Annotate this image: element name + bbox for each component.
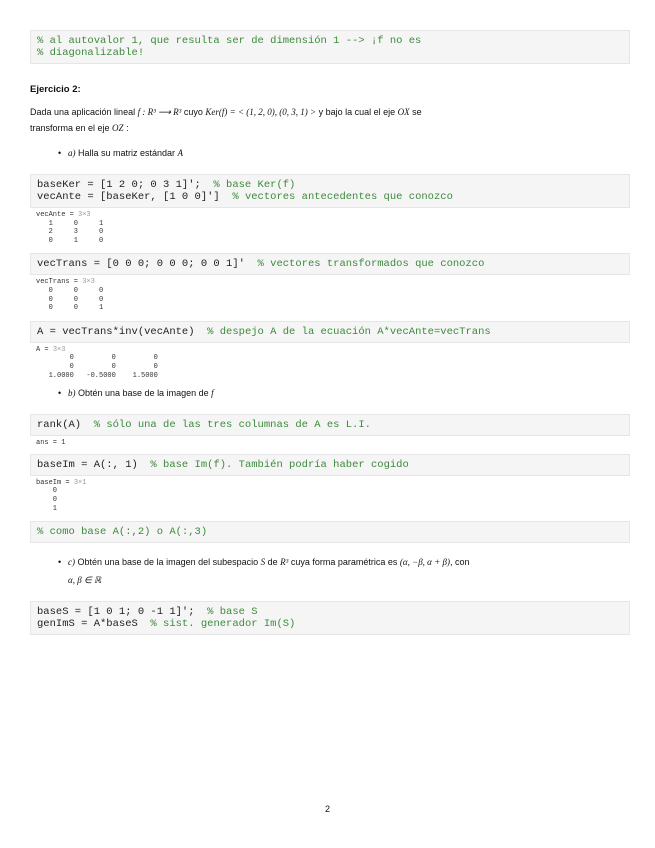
code-block-top xyxy=(30,30,630,64)
output-row: 0 0 0 xyxy=(36,354,158,363)
code-line: A = vecTrans*inv(vecAnte) xyxy=(37,325,195,338)
intro-text: transforma en el eje xyxy=(30,123,113,133)
bullet-text: Obtén una base de la imagen de xyxy=(75,388,212,399)
bullet-label: b) xyxy=(68,388,76,399)
code-line: vecAnte = [baseKer, [1 0 0]'] xyxy=(37,191,220,203)
bullet-text: , con xyxy=(449,557,470,568)
bullet-item-b xyxy=(58,386,630,400)
bullet-math: A xyxy=(177,148,184,158)
output-row: 1 xyxy=(36,504,58,513)
bullet-text: cuya forma paramétrica es xyxy=(288,557,400,568)
code-comment: % al autovalor 1, que resulta ser de dimensión 1 --> ¡f no es xyxy=(37,35,422,47)
output-row: 1.0000 -0.5000 1.5000 xyxy=(36,371,158,380)
output-dims: 3×3 xyxy=(78,211,91,219)
code-comment: % base Im(f). También podría haber cogido xyxy=(137,458,409,471)
intro-math: OX xyxy=(397,107,410,117)
output-label: A = xyxy=(36,345,53,354)
output-row: 0 0 1 xyxy=(36,304,104,313)
bullet-text: Halla su matriz estándar xyxy=(75,148,178,158)
code-comment: % sist. generador Im(S) xyxy=(137,618,296,631)
output-row: 2 3 0 xyxy=(36,228,104,237)
intro-text: : xyxy=(123,123,129,133)
code-block-2 xyxy=(30,253,630,275)
output-row: 0 0 0 xyxy=(36,286,104,295)
output-label: vecAnte = xyxy=(36,211,79,219)
code-block-1 xyxy=(30,174,630,208)
bullet-dot: • xyxy=(58,388,62,399)
bullet-item-a xyxy=(58,146,630,160)
output-row: 0 0 0 xyxy=(36,362,158,371)
code-line: baseIm = A(:, 1) xyxy=(37,458,138,471)
output-row: 0 0 0 xyxy=(36,295,104,304)
bullet-math: α, β ∈ ℝ xyxy=(68,575,102,586)
bullet-label: a) xyxy=(68,148,76,158)
code-comment: % base Ker(f) xyxy=(200,179,296,191)
intro-text: Dada una aplicación lineal xyxy=(30,107,138,117)
output-dims: 3×1 xyxy=(73,478,87,487)
code-block-7 xyxy=(30,601,630,635)
bullet-text: de xyxy=(265,557,281,568)
output-row: 0 1 0 xyxy=(36,236,104,245)
intro-text: cuyo xyxy=(181,107,206,117)
intro-math: Ker(f) = < (1, 2, 0), (0, 3, 1) > xyxy=(205,107,317,117)
bullet-dot: • xyxy=(58,557,62,568)
document-page xyxy=(30,30,630,635)
output-row: 1 0 1 xyxy=(36,219,104,228)
intro-text: se xyxy=(409,107,422,117)
code-comment: % sólo una de las tres columnas de A es L.I. xyxy=(81,419,371,432)
intro-math: f : R³ ⟶ R³ xyxy=(137,107,182,117)
code-block-5 xyxy=(30,454,630,476)
intro-math: OZ xyxy=(112,123,124,133)
section-heading: Ejercicio 2: xyxy=(30,84,81,95)
bullet-math: (α, −β, α + β) xyxy=(399,557,450,568)
bullet-math: S xyxy=(260,557,266,568)
output-row: 0 xyxy=(36,487,58,496)
output-baseim xyxy=(30,476,630,517)
output-dims: 3×3 xyxy=(82,278,95,287)
bullet-dot: • xyxy=(58,148,62,158)
output-row: 0 xyxy=(36,495,58,504)
code-block-4 xyxy=(30,414,630,436)
bullet-item-c xyxy=(58,553,630,589)
bullet-label: c) xyxy=(68,557,75,568)
code-comment: % como base A(:,2) o A(:,3) xyxy=(37,526,208,539)
code-comment: % vectores transformados que conozco xyxy=(244,258,485,271)
code-line: rank(A) xyxy=(37,419,82,432)
code-line: baseS = [1 0 1; 0 -1 1]'; xyxy=(37,606,195,619)
output-dims: 3×3 xyxy=(52,345,66,354)
output-label: vecTrans = xyxy=(36,278,83,287)
output-row: ans = 1 xyxy=(36,439,66,448)
output-label: baseIm = xyxy=(36,478,74,487)
exercise-intro xyxy=(30,104,630,136)
code-comment: % diagonalizable! xyxy=(37,47,145,59)
code-line: vecTrans = [0 0 0; 0 0 0; 0 0 1]' xyxy=(37,258,245,271)
output-matrix-a xyxy=(30,343,630,384)
bullet-math: R³ xyxy=(280,557,289,568)
code-line: genImS = A*baseS xyxy=(37,618,138,631)
intro-text: y bajo la cual el eje xyxy=(316,107,398,117)
output-vecante xyxy=(30,208,630,249)
bullet-text: Obtén una base de la imagen del subespacio xyxy=(75,557,261,568)
code-line: baseKer = [1 2 0; 0 3 1]'; xyxy=(37,179,201,191)
code-comment: % base S xyxy=(194,606,258,619)
code-block-6 xyxy=(30,521,630,543)
output-vectrans xyxy=(30,275,630,316)
code-comment: % vectores antecedentes que conozco xyxy=(219,191,453,203)
bullet-math: f xyxy=(211,388,214,399)
code-comment: % despejo A de la ecuación A*vecAnte=vecTrans xyxy=(194,325,491,338)
page-number: 2 xyxy=(324,804,330,814)
code-block-3 xyxy=(30,321,630,343)
output-rank xyxy=(30,436,630,452)
